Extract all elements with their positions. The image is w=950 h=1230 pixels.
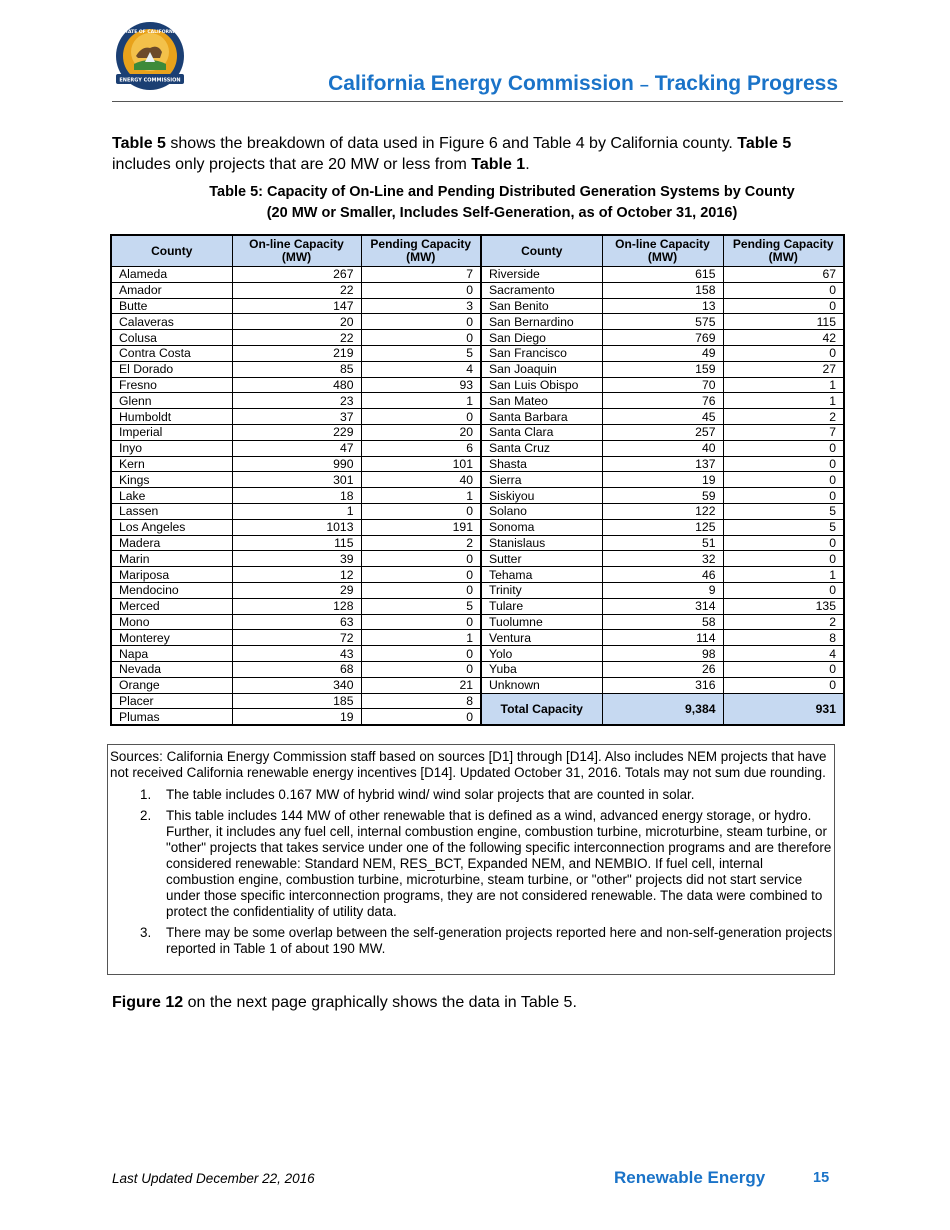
intro-text-3: . [525, 156, 530, 173]
online-capacity-cell: 229 [232, 424, 361, 440]
header-title-right: Tracking Progress [654, 72, 838, 95]
county-cell: Ventura [481, 630, 602, 646]
pending-capacity-cell: 0 [361, 314, 481, 330]
intro-text-2: includes only projects that are 20 MW or less from [112, 156, 472, 173]
online-capacity-cell: 615 [602, 267, 723, 283]
county-cell: Humboldt [111, 409, 232, 425]
county-cell: Santa Clara [481, 424, 602, 440]
pending-capacity-cell: 0 [361, 646, 481, 662]
online-capacity-cell: 40 [602, 440, 723, 456]
pending-capacity-cell: 135 [723, 598, 844, 614]
note-item [110, 808, 834, 920]
county-cell: San Bernardino [481, 314, 602, 330]
pending-capacity-cell: 7 [361, 267, 481, 283]
note-text: The table includes 0.167 MW of hybrid wind/ wind solar projects that are counted in solar. [166, 787, 695, 802]
county-cell: Lake [111, 488, 232, 504]
online-capacity-cell: 58 [602, 614, 723, 630]
footer-section-title: Renewable Energy [614, 1168, 766, 1187]
pending-capacity-cell: 20 [361, 424, 481, 440]
online-capacity-cell: 137 [602, 456, 723, 472]
pending-capacity-cell: 1 [361, 488, 481, 504]
closing-ref-figure12: Figure 12 [112, 994, 184, 1011]
svg-text:ENERGY COMMISSION: ENERGY COMMISSION [119, 77, 181, 84]
county-cell: Trinity [481, 582, 602, 598]
pending-capacity-cell: 0 [723, 535, 844, 551]
county-cell: San Joaquin [481, 361, 602, 377]
county-cell: Riverside [481, 267, 602, 283]
col-header-pending: Pending Capacity (MW) [361, 235, 481, 267]
online-capacity-cell: 39 [232, 551, 361, 567]
online-capacity-cell: 22 [232, 282, 361, 298]
note-item [110, 787, 834, 803]
sources-text: Sources: California Energy Commission staff based on sources [D1] through [D14]. Also includes NEM projects that have not received California renewable energy incentives [D14]. Updated October 31, 2016. Totals may not sum due rounding. [110, 749, 827, 780]
note-text: There may be some overlap between the self-generation projects reported here and non-self-generation projects reported in Table 1 of about 190 MW. [166, 925, 833, 956]
table-row [111, 424, 844, 440]
pending-capacity-cell: 0 [723, 551, 844, 567]
county-cell: Tuolumne [481, 614, 602, 630]
county-cell: Orange [111, 677, 232, 693]
online-capacity-cell: 23 [232, 393, 361, 409]
county-cell: El Dorado [111, 361, 232, 377]
county-cell: Glenn [111, 393, 232, 409]
table-row [111, 614, 844, 630]
pending-capacity-cell: 0 [361, 551, 481, 567]
online-capacity-cell: 114 [602, 630, 723, 646]
pending-capacity-cell: 0 [361, 614, 481, 630]
pending-capacity-cell: 40 [361, 472, 481, 488]
table-row [111, 582, 844, 598]
online-capacity-cell: 45 [602, 409, 723, 425]
county-cell: Marin [111, 551, 232, 567]
county-cell: Fresno [111, 377, 232, 393]
online-capacity-cell: 68 [232, 661, 361, 677]
online-capacity-cell: 18 [232, 488, 361, 504]
county-cell: Los Angeles [111, 519, 232, 535]
online-capacity-cell: 769 [602, 330, 723, 346]
county-cell: Inyo [111, 440, 232, 456]
county-cell: Sacramento [481, 282, 602, 298]
col-header-county: County [111, 235, 232, 267]
pending-capacity-cell: 21 [361, 677, 481, 693]
pending-capacity-cell: 5 [361, 345, 481, 361]
table-caption-line2: (20 MW or Smaller, Includes Self-Generation, as of October 31, 2016) [266, 205, 738, 221]
header-title [328, 72, 838, 96]
county-cell: Shasta [481, 456, 602, 472]
table-row [111, 361, 844, 377]
table-row [111, 298, 844, 314]
county-cell: Sierra [481, 472, 602, 488]
county-cell: Merced [111, 598, 232, 614]
pending-capacity-cell: 0 [361, 709, 481, 725]
pending-capacity-cell: 5 [361, 598, 481, 614]
online-capacity-cell: 59 [602, 488, 723, 504]
pending-capacity-cell: 5 [723, 519, 844, 535]
county-cell: Santa Cruz [481, 440, 602, 456]
pending-capacity-cell: 0 [361, 330, 481, 346]
county-cell: Nevada [111, 661, 232, 677]
pending-capacity-cell: 8 [723, 630, 844, 646]
table-row [111, 409, 844, 425]
online-capacity-cell: 76 [602, 393, 723, 409]
table-row [111, 677, 844, 693]
online-capacity-cell: 158 [602, 282, 723, 298]
table-row [111, 377, 844, 393]
county-cell: Kings [111, 472, 232, 488]
table-caption [112, 182, 892, 224]
table-row [111, 693, 844, 709]
intro-ref-table1: Table 1 [471, 156, 526, 173]
county-cell: Napa [111, 646, 232, 662]
pending-capacity-cell: 0 [361, 409, 481, 425]
pending-capacity-cell: 1 [361, 630, 481, 646]
intro-ref-table5: Table 5 [112, 135, 166, 152]
online-capacity-cell: 46 [602, 567, 723, 583]
col-header-online: On-line Capacity (MW) [232, 235, 361, 267]
county-cell: Calaveras [111, 314, 232, 330]
table-row [111, 551, 844, 567]
online-capacity-cell: 43 [232, 646, 361, 662]
county-cell: Solano [481, 503, 602, 519]
pending-capacity-cell: 7 [723, 424, 844, 440]
county-cell: Mendocino [111, 582, 232, 598]
table-header-row [111, 235, 844, 267]
pending-capacity-cell: 27 [723, 361, 844, 377]
online-capacity-cell: 98 [602, 646, 723, 662]
pending-capacity-cell: 0 [723, 582, 844, 598]
footer-page-number: 15 [813, 1170, 830, 1186]
online-capacity-cell: 9 [602, 582, 723, 598]
intro-paragraph [112, 133, 847, 175]
table-caption-line1: Table 5: Capacity of On-Line and Pending Distributed Generation Systems by County [209, 184, 795, 200]
county-capacity-table [110, 234, 845, 726]
notes-list [110, 787, 834, 957]
online-capacity-cell: 37 [232, 409, 361, 425]
header-divider [112, 101, 843, 102]
table-row [111, 345, 844, 361]
online-capacity-cell: 185 [232, 693, 361, 709]
table-row [111, 330, 844, 346]
table-row [111, 267, 844, 283]
online-capacity-cell: 13 [602, 298, 723, 314]
closing-text: on the next page graphically shows the data in Table 5. [183, 994, 577, 1011]
table-row [111, 519, 844, 535]
county-cell: Mariposa [111, 567, 232, 583]
pending-capacity-cell: 1 [723, 377, 844, 393]
online-capacity-cell: 480 [232, 377, 361, 393]
pending-capacity-cell: 0 [723, 472, 844, 488]
online-capacity-cell: 267 [232, 267, 361, 283]
table-row [111, 503, 844, 519]
table-row [111, 440, 844, 456]
county-cell: Amador [111, 282, 232, 298]
table-row [111, 488, 844, 504]
total-pending-capacity: 931 [723, 693, 844, 725]
county-cell: Unknown [481, 677, 602, 693]
pending-capacity-cell: 0 [723, 282, 844, 298]
pending-capacity-cell: 2 [361, 535, 481, 551]
county-cell: San Luis Obispo [481, 377, 602, 393]
total-capacity-label: Total Capacity [481, 693, 602, 725]
online-capacity-cell: 32 [602, 551, 723, 567]
pending-capacity-cell: 0 [361, 282, 481, 298]
pending-capacity-cell: 0 [723, 488, 844, 504]
table-row [111, 456, 844, 472]
online-capacity-cell: 85 [232, 361, 361, 377]
note-number: 3. [140, 925, 152, 940]
table-row [111, 567, 844, 583]
online-capacity-cell: 1 [232, 503, 361, 519]
online-capacity-cell: 575 [602, 314, 723, 330]
online-capacity-cell: 340 [232, 677, 361, 693]
commission-seal-logo [112, 22, 190, 94]
header-title-left: California Energy Commission [328, 72, 634, 95]
pending-capacity-cell: 4 [361, 361, 481, 377]
table-row [111, 661, 844, 677]
table-row [111, 535, 844, 551]
county-cell: Kern [111, 456, 232, 472]
col-header-online-2: On-line Capacity (MW) [602, 235, 723, 267]
online-capacity-cell: 12 [232, 567, 361, 583]
county-cell: Santa Barbara [481, 409, 602, 425]
online-capacity-cell: 20 [232, 314, 361, 330]
county-cell: San Benito [481, 298, 602, 314]
table-row [111, 630, 844, 646]
online-capacity-cell: 29 [232, 582, 361, 598]
online-capacity-cell: 49 [602, 345, 723, 361]
table-row [111, 646, 844, 662]
online-capacity-cell: 26 [602, 661, 723, 677]
county-cell: Yolo [481, 646, 602, 662]
pending-capacity-cell: 0 [361, 582, 481, 598]
online-capacity-cell: 19 [602, 472, 723, 488]
county-cell: Mono [111, 614, 232, 630]
svg-text:STATE OF CALIFORNIA: STATE OF CALIFORNIA [122, 30, 178, 35]
pending-capacity-cell: 8 [361, 693, 481, 709]
pending-capacity-cell: 1 [361, 393, 481, 409]
county-cell: Placer [111, 693, 232, 709]
pending-capacity-cell: 0 [361, 567, 481, 583]
county-cell: Monterey [111, 630, 232, 646]
online-capacity-cell: 22 [232, 330, 361, 346]
online-capacity-cell: 147 [232, 298, 361, 314]
pending-capacity-cell: 67 [723, 267, 844, 283]
county-cell: Sonoma [481, 519, 602, 535]
pending-capacity-cell: 0 [723, 440, 844, 456]
total-online-capacity: 9,384 [602, 693, 723, 725]
county-cell: Yuba [481, 661, 602, 677]
county-cell: San Mateo [481, 393, 602, 409]
pending-capacity-cell: 5 [723, 503, 844, 519]
note-number: 2. [140, 808, 152, 823]
online-capacity-cell: 990 [232, 456, 361, 472]
county-cell: Butte [111, 298, 232, 314]
pending-capacity-cell: 6 [361, 440, 481, 456]
table-row [111, 282, 844, 298]
closing-paragraph [112, 994, 577, 1012]
county-cell: San Diego [481, 330, 602, 346]
county-cell: Tulare [481, 598, 602, 614]
note-item [110, 925, 834, 957]
pending-capacity-cell: 1 [723, 393, 844, 409]
online-capacity-cell: 70 [602, 377, 723, 393]
county-cell: San Francisco [481, 345, 602, 361]
pending-capacity-cell: 0 [361, 503, 481, 519]
pending-capacity-cell: 3 [361, 298, 481, 314]
county-cell: Plumas [111, 709, 232, 725]
online-capacity-cell: 316 [602, 677, 723, 693]
online-capacity-cell: 63 [232, 614, 361, 630]
table-row [111, 314, 844, 330]
pending-capacity-cell: 101 [361, 456, 481, 472]
col-header-pending-2: Pending Capacity (MW) [723, 235, 844, 267]
pending-capacity-cell: 4 [723, 646, 844, 662]
online-capacity-cell: 115 [232, 535, 361, 551]
county-cell: Tehama [481, 567, 602, 583]
pending-capacity-cell: 115 [723, 314, 844, 330]
col-header-county-2: County [481, 235, 602, 267]
county-cell: Colusa [111, 330, 232, 346]
table-row [111, 598, 844, 614]
pending-capacity-cell: 1 [723, 567, 844, 583]
online-capacity-cell: 128 [232, 598, 361, 614]
county-cell: Lassen [111, 503, 232, 519]
pending-capacity-cell: 42 [723, 330, 844, 346]
pending-capacity-cell: 0 [723, 345, 844, 361]
online-capacity-cell: 47 [232, 440, 361, 456]
pending-capacity-cell: 0 [723, 661, 844, 677]
online-capacity-cell: 19 [232, 709, 361, 725]
county-cell: Imperial [111, 424, 232, 440]
online-capacity-cell: 301 [232, 472, 361, 488]
note-number: 1. [140, 787, 152, 802]
online-capacity-cell: 219 [232, 345, 361, 361]
online-capacity-cell: 257 [602, 424, 723, 440]
online-capacity-cell: 1013 [232, 519, 361, 535]
footer-last-updated: Last Updated December 22, 2016 [112, 1171, 315, 1186]
note-text: This table includes 144 MW of other renewable that is defined as a wind, advanced energy storage, or hydro. Further, it includes any fuel cell, internal combustion engine, combustion turbine, microturbine, steam turbine, or "other" projects that takes service under one of the following specific interconnection programs and are therefore considered renewable: Standard NEM, RES_BCT, Expanded NEM, and NEMBIO. If fuel cell, internal combustion engine, combustion turbine, microturbine, steam turbine, or "other" projects did not start service under those specific interconnection programs, they are not considered renewable. The data were combined to protect the confidentiality of utility data. [166, 808, 832, 919]
county-cell: Siskiyou [481, 488, 602, 504]
county-cell: Sutter [481, 551, 602, 567]
table-row [111, 393, 844, 409]
pending-capacity-cell: 0 [361, 661, 481, 677]
pending-capacity-cell: 0 [723, 456, 844, 472]
pending-capacity-cell: 2 [723, 614, 844, 630]
pending-capacity-cell: 0 [723, 677, 844, 693]
county-cell: Alameda [111, 267, 232, 283]
county-cell: Madera [111, 535, 232, 551]
online-capacity-cell: 51 [602, 535, 723, 551]
intro-ref-table5-2: Table 5 [737, 135, 792, 152]
header-separator: – [639, 77, 649, 94]
online-capacity-cell: 314 [602, 598, 723, 614]
online-capacity-cell: 72 [232, 630, 361, 646]
sources-notes-box [107, 744, 835, 975]
pending-capacity-cell: 0 [723, 298, 844, 314]
online-capacity-cell: 125 [602, 519, 723, 535]
pending-capacity-cell: 191 [361, 519, 481, 535]
online-capacity-cell: 122 [602, 503, 723, 519]
pending-capacity-cell: 93 [361, 377, 481, 393]
county-cell: Stanislaus [481, 535, 602, 551]
pending-capacity-cell: 2 [723, 409, 844, 425]
county-cell: Contra Costa [111, 345, 232, 361]
intro-text-1: shows the breakdown of data used in Figure 6 and Table 4 by California county. [165, 135, 738, 152]
table-row [111, 472, 844, 488]
online-capacity-cell: 159 [602, 361, 723, 377]
